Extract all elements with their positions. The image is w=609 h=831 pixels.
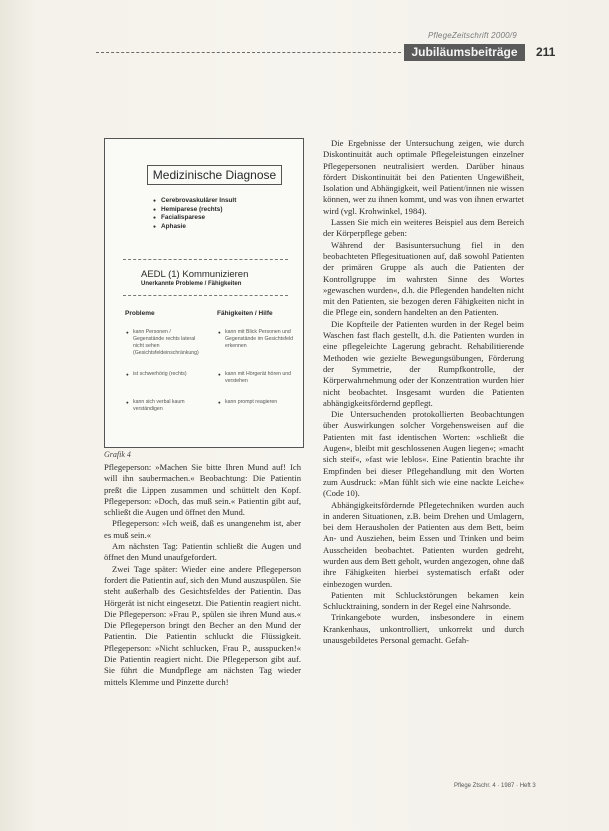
header-stamp: PflegeZeitschrift 2000/9 [428, 31, 517, 40]
ability-item: ● kann prompt reagieren [225, 399, 295, 406]
diagnosis-list [153, 197, 236, 231]
abilities-header: Fähigkeiten / Hilfe [217, 310, 273, 317]
paragraph: Die Kopfteile der Patienten wurden in der Regel beim Waschen fast flach gestellt, d.h. die Patienten wurden in eine pflegeleichte Lagerung gebracht. Rehabilitierende Methoden wie gezielte Bewegungsübungen, Förderung der Symmetrie, der Rumpfkontrolle, der Körperwahrnehmung oder der Konzentration wurden hier nicht beobachtet. Insgesamt wurden die Patienten abhängigkeitsfördernd gepflegt. [323, 318, 524, 408]
problem-item: ● kann sich verbal kaum verständigen [133, 399, 203, 413]
diagnosis-item: ● Hemiparese (rechts) [153, 206, 236, 215]
aedl-subtitle: Unerkannte Probleme / Fähigkeiten [141, 281, 242, 287]
diagnosis-item: ● Facialisparese [153, 214, 236, 223]
diagnosis-item: ● Aphasie [153, 223, 236, 232]
paragraph: Abhängigkeitsfördernde Pflegetechniken wurden auch in anderen Situationen, z.B. beim Drehen und Umlagern, bei dem Herausholen der Patienten aus dem Bett, beim An- und Ausziehen, beim Essen und Trinken und beim Ausscheiden beobachtet. Patienten wurden gedreht, wurden aus dem Bett geholt, wurden angezogen, ohne daß ihre Fähigkeiten hierbei systematisch erfaßt oder einbezogen wurden. [323, 499, 524, 589]
left-column [104, 462, 301, 688]
paragraph: Patienten mit Schluckstörungen bekamen kein Schlucktraining, sondern in der Regel eine Nahrsonde. [323, 589, 524, 612]
paragraph: Während der Basisuntersuchung fiel in den beobachteten Pflegesituationen auf, daß sowohl Patienten der primären Gruppe als auch die Patienten der Kontrollgruppe im wahrsten Sinne des Wortes »gewaschen wurden«, d.h. die Pflegenden handelten nicht mit den Patienten, sie bezogen deren Fähigkeiten nicht in die Pflege ein, sondern handelten an den Patienten. [323, 239, 524, 318]
diagnosis-item: ● Cerebrovaskulärer Insult [153, 197, 236, 206]
header-rule [96, 52, 401, 53]
paragraph: Die Untersuchenden protokollierten Beobachtungen über Auswirkungen solcher Vorgehensweisen auf die Patienten mit fast identischen Worten: »schließt die Augen«, bleibt mit geschlossenen Augen liegen«; »macht sich steif«, »fast wie leblos«. Eine Patientin brachte ihr Empfinden bei dieser Pflegehandlung mit den Worten zum Ausdruck: »Man fühlt sich wie eine nackte Leiche« (Code 10). [323, 409, 524, 499]
problems-header: Probleme [125, 310, 155, 317]
diagnosis-title: Medizinische Diagnose [147, 165, 282, 185]
problem-item: ● ist schwerhörig (rechts) [133, 371, 203, 378]
ability-item: ● kann mit Hörgerät hören und verstehen [225, 371, 295, 385]
paragraph: Die Ergebnisse der Untersuchung zeigen, wie durch Diskontinuität auch optimale Pflegeleistungen einzelner Pflegepersonen neutralisiert werden. Darüber hinaus fördert Diskontinuität bei den Patienten Ungewißheit, Isolation und Abhängigkeit, weil Patient/innen nie wissen können, wer zu ihnen kommt, und was von ihnen erwartet wird (vgl. Krohwinkel, 1984). [323, 138, 524, 216]
ability-item: ● kann mit Blick Personen und Gegenstände im Gesichtsfeld erkennen [225, 329, 295, 350]
aedl-title: AEDL (1) Kommunizieren [141, 269, 249, 280]
section-badge: Jubiläumsbeiträge [404, 44, 525, 61]
divider [123, 259, 288, 260]
footer-citation: Pflege Ztschr. 4 · 1987 · Heft 3 [454, 783, 536, 789]
paragraph: Am nächsten Tag: Patientin schließt die Augen und öffnet den Mund unaufgefordert. [104, 541, 301, 563]
paragraph: Zwei Tage später: Wieder eine andere Pflegeperson fordert die Patientin auf, sich den Mund auszuspülen. Sie steht außerhalb des Gesichtsfeldes der Patientin. Das Hörgerät ist nicht eingesetzt. Die Patientin reagiert nicht. Die Pflegeperson: »Frau P., spülen sie ihren Mund aus.« Die Pflegeperson bringt den Becher an den Mund der Patientin. Die Patientin schluckt die Flüssigkeit. Pflegeperson: »Nicht schlucken, Frau P., ausspucken!« Die Patientin reagiert nicht. Die Pflegeperson gibt auf. Sie führt die Mundpflege am nächsten Tag wieder mittels Klemme und Pinzette durch! [104, 563, 301, 687]
problem-item: ● kann Personen / Gegenstände rechts lateral nicht sehen (Gesichtsfeldeinschränkung) [133, 329, 203, 357]
right-column [323, 138, 524, 646]
divider [123, 295, 288, 296]
paragraph: Trinkangebote wurden, insbesondere in einem Krankenhaus, unkontrolliert, unkorrekt und durch unausgebildetes Personal gemacht. Gefah- [323, 612, 524, 646]
paragraph: Pflegeperson: »Ich weiß, daß es unangenehm ist, aber es muß sein.« [104, 518, 301, 540]
paragraph: Lassen Sie mich ein weiteres Beispiel aus dem Bereich der Körperpflege geben: [323, 217, 524, 239]
figure-box [104, 138, 304, 448]
page-number: 211 [536, 45, 556, 59]
figure-caption: Grafik 4 [104, 450, 131, 459]
paragraph: Pflegeperson: »Machen Sie bitte Ihren Mund auf! Ich will ihn saubermachen.« Beobachtung: Die Patientin preßt die Lippen zusammen und schüttelt den Kopf. Pflegeperson: »Doch, das muß sein.« Patientin gibt auf, schließt die Augen und öffnet den Mund. [104, 462, 301, 518]
